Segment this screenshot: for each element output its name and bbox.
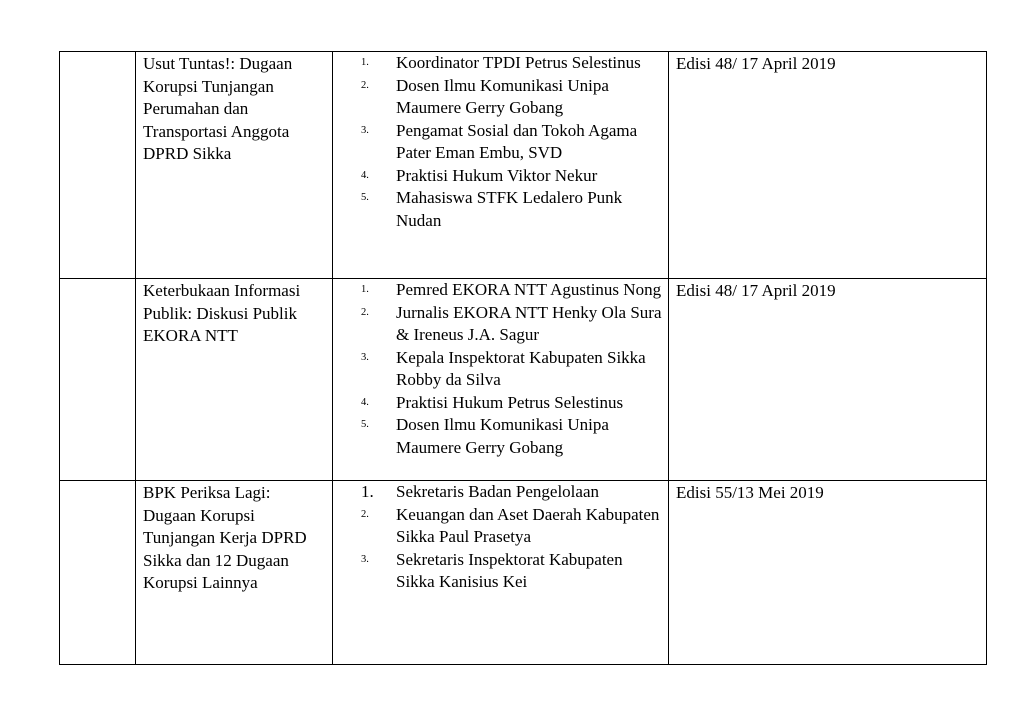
list-item <box>333 549 664 594</box>
row-number-cell <box>60 481 136 665</box>
list-item <box>333 279 664 302</box>
article-title: Keterbukaan Informasi Publik: Diskusi Publik EKORA NTT <box>136 279 333 481</box>
source-text: Sekretaris Badan Pengelolaan <box>396 482 599 501</box>
sources-cell <box>333 52 669 279</box>
list-item <box>333 504 664 549</box>
edition-date: Edisi 48/ 17 April 2019 <box>669 279 987 481</box>
source-text: Kepala Inspektorat Kabupaten Sikka Robby da Silva <box>396 347 646 389</box>
sources-list <box>333 52 668 232</box>
list-number: 1. <box>361 57 369 68</box>
list-item <box>333 120 664 165</box>
news-source-table <box>59 51 987 665</box>
list-item <box>333 75 664 120</box>
list-item <box>333 302 664 347</box>
sources-cell <box>333 481 669 665</box>
list-number: 5. <box>361 192 369 203</box>
sources-list <box>333 279 668 459</box>
list-number: 5. <box>361 419 369 430</box>
source-text: Pemred EKORA NTT Agustinus Nong <box>396 280 662 299</box>
source-text: Koordinator TPDI Petrus Selestinus <box>396 53 641 72</box>
source-text: Mahasiswa STFK Ledalero Punk Nudan <box>396 188 623 230</box>
source-text: Keuangan dan Aset Daerah Kabupaten Sikka Paul Prasetya <box>396 504 660 546</box>
list-number: 4. <box>361 396 369 408</box>
row-number-cell <box>60 52 136 279</box>
list-item <box>333 392 664 415</box>
list-item <box>333 481 664 504</box>
edition-date: Edisi 55/13 Mei 2019 <box>669 481 987 665</box>
list-number: 3. <box>361 124 369 136</box>
list-number: 3. <box>361 553 369 565</box>
list-number: 1. <box>361 482 374 501</box>
source-text: Dosen Ilmu Komunikasi Unipa Maumere Gerry Gobang <box>396 75 609 117</box>
list-item <box>333 52 664 75</box>
source-text: Sekretaris Inspektorat Kabupaten Sikka Kanisius Kei <box>396 549 623 591</box>
list-item <box>333 414 664 459</box>
article-title: Usut Tuntas!: Dugaan Korupsi Tunjangan Perumahan dan Transportasi Anggota DPRD Sikka <box>136 52 333 279</box>
row-number-cell <box>60 279 136 481</box>
source-text: Praktisi Hukum Viktor Nekur <box>396 165 598 185</box>
list-item <box>333 165 664 188</box>
list-item <box>333 187 664 232</box>
sources-cell <box>333 279 669 481</box>
list-number: 3. <box>361 351 369 363</box>
edition-date: Edisi 48/ 17 April 2019 <box>669 52 987 279</box>
source-text: Jurnalis EKORA NTT Henky Ola Sura & Ireneus J.A. Sagur <box>396 302 662 344</box>
sources-list <box>333 481 668 594</box>
list-item <box>333 347 664 392</box>
table-row <box>60 279 987 481</box>
article-title: BPK Periksa Lagi: Dugaan Korupsi Tunjangan Kerja DPRD Sikka dan 12 Dugaan Korupsi Lainnya <box>136 481 333 665</box>
list-number: 2. <box>361 79 369 91</box>
list-number: 2. <box>361 508 369 520</box>
table-row <box>60 481 987 665</box>
source-text: Praktisi Hukum Petrus Selestinus <box>396 392 624 412</box>
list-number: 1. <box>361 284 369 295</box>
source-text: Pengamat Sosial dan Tokoh Agama Pater Eman Embu, SVD <box>396 120 638 162</box>
list-number: 4. <box>361 169 369 181</box>
table-row <box>60 52 987 279</box>
source-text: Dosen Ilmu Komunikasi Unipa Maumere Gerry Gobang <box>396 415 609 457</box>
list-number: 2. <box>361 306 369 318</box>
